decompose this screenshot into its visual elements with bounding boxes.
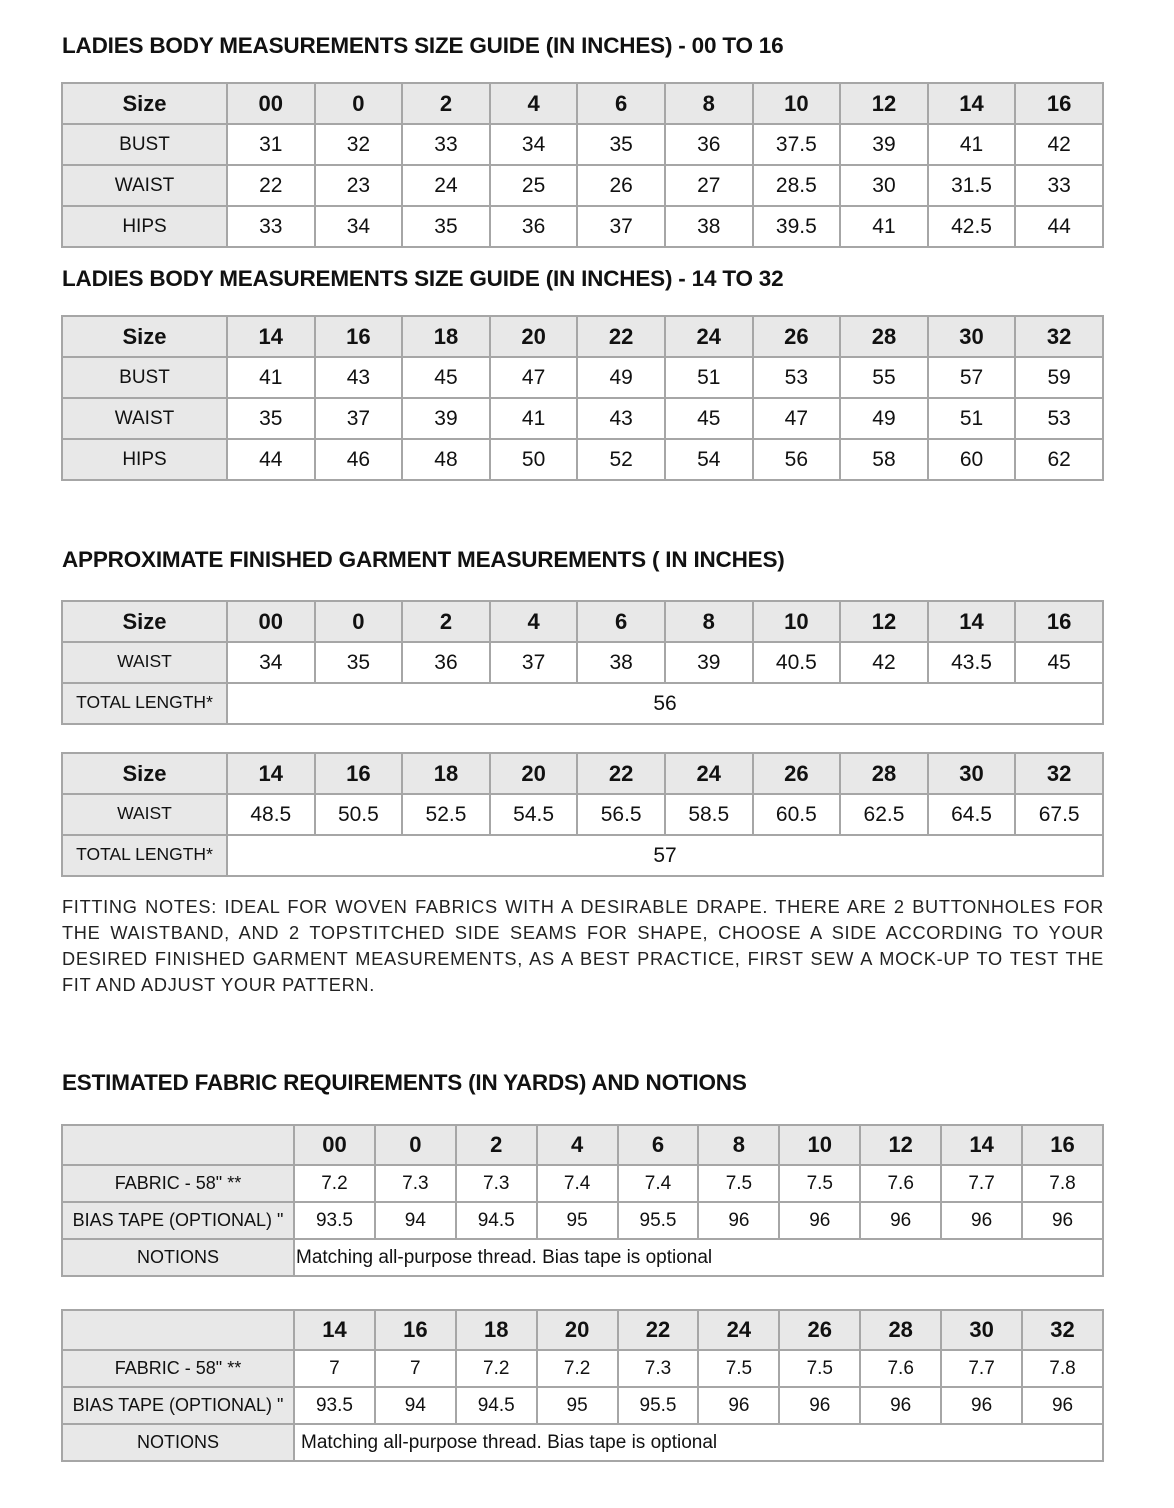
value-cell: 37 [577,206,665,247]
value-cell: 36 [490,206,578,247]
value-cell: 7.2 [456,1350,537,1387]
size-header-cell: 10 [753,601,841,642]
size-header-cell: 20 [490,753,578,794]
value-cell: 41 [840,206,928,247]
value-cell: 42 [1015,124,1103,165]
waist-row [62,642,1103,683]
size-header-label [62,1125,294,1165]
value-cell: 43 [315,357,403,398]
size-header-cell: 4 [490,601,578,642]
value-cell: 54 [665,439,753,480]
value-cell: 35 [227,398,315,439]
size-header-cell: 18 [456,1310,537,1350]
value-cell: 52.5 [402,794,490,835]
value-cell: 35 [402,206,490,247]
value-cell: 40.5 [753,642,841,683]
value-cell: 53 [1015,398,1103,439]
size-header-cell: 6 [618,1125,699,1165]
value-cell: 28.5 [753,165,841,206]
size-header-cell: 16 [1022,1125,1103,1165]
size-header-cell: 28 [840,316,928,357]
value-cell: 24 [402,165,490,206]
size-header-cell: 18 [402,316,490,357]
value-cell: 7.7 [941,1165,1022,1202]
size-header-cell: 0 [315,601,403,642]
value-cell: 7.3 [456,1165,537,1202]
row-label: BIAS TAPE (OPTIONAL) " [62,1387,294,1424]
value-cell: 41 [490,398,578,439]
notions-row [62,1239,1103,1276]
size-header-cell: 26 [753,316,841,357]
row-label: BIAS TAPE (OPTIONAL) " [62,1202,294,1239]
value-cell: 96 [779,1202,860,1239]
size-header-cell: 30 [928,316,1016,357]
value-cell: 32 [315,124,403,165]
value-cell: 44 [1015,206,1103,247]
row-label: HIPS [62,439,227,480]
value-cell: 62.5 [840,794,928,835]
size-header-cell: 0 [315,83,403,124]
header-row [62,753,1103,794]
garment-measurements-title: APPROXIMATE FINISHED GARMENT MEASUREMENTS ( IN INCHES) [62,547,785,572]
value-cell: 47 [490,357,578,398]
row-label: FABRIC - 58" ** [62,1165,294,1202]
size-header-cell: 14 [928,601,1016,642]
row-label: TOTAL LENGTH* [62,683,227,724]
row-label: NOTIONS [62,1239,294,1276]
value-cell: 36 [402,642,490,683]
size-header-cell: 8 [698,1125,779,1165]
value-cell: 37.5 [753,124,841,165]
bias-tape-row [62,1387,1103,1424]
header-row [62,601,1103,642]
size-header-cell: 6 [577,83,665,124]
value-cell: 48 [402,439,490,480]
value-cell: 7.8 [1022,1350,1103,1387]
fabric-row [62,1350,1103,1387]
row-label: BUST [62,124,227,165]
value-cell: 25 [490,165,578,206]
value-cell: 59 [1015,357,1103,398]
value-cell: 39 [840,124,928,165]
value-cell: 27 [665,165,753,206]
value-cell: 51 [928,398,1016,439]
value-cell: 7.8 [1022,1165,1103,1202]
value-cell: 7.3 [375,1165,456,1202]
value-cell: 93.5 [294,1202,375,1239]
value-cell: 42.5 [928,206,1016,247]
size-header-cell: 12 [840,601,928,642]
row-label: NOTIONS [62,1424,294,1461]
value-cell: 54.5 [490,794,578,835]
value-cell: 31 [227,124,315,165]
value-cell: 56 [753,439,841,480]
size-header-label [62,1310,294,1350]
row-label: BUST [62,357,227,398]
value-cell: 96 [1022,1202,1103,1239]
value-cell: 26 [577,165,665,206]
header-row [62,316,1103,357]
row-label: FABRIC - 58" ** [62,1350,294,1387]
size-header-cell: 10 [779,1125,860,1165]
value-cell: 43 [577,398,665,439]
value-cell: 57 [928,357,1016,398]
row-label: HIPS [62,206,227,247]
value-cell: 94.5 [456,1387,537,1424]
size-header-cell: 8 [665,601,753,642]
value-cell: 41 [227,357,315,398]
row-label: WAIST [62,794,227,835]
measurement-row [62,398,1103,439]
fabric-row [62,1165,1103,1202]
size-header-cell: 16 [1015,83,1103,124]
size-header-cell: 14 [941,1125,1022,1165]
value-cell: 96 [941,1202,1022,1239]
value-cell: 56.5 [577,794,665,835]
size-header-cell: 30 [941,1310,1022,1350]
garment-table-00-16 [61,600,1104,725]
size-header-cell: 22 [577,753,665,794]
value-cell: 7.3 [618,1350,699,1387]
value-cell: 36 [665,124,753,165]
value-cell: 7 [294,1350,375,1387]
value-cell: 38 [665,206,753,247]
size-header-cell: 2 [402,601,490,642]
value-cell: 96 [779,1387,860,1424]
value-cell: 93.5 [294,1387,375,1424]
value-cell: 42 [840,642,928,683]
size-header-label: Size [62,601,227,642]
size-header-cell: 30 [928,753,1016,794]
size-header-cell: 24 [665,316,753,357]
measurement-row [62,165,1103,206]
size-header-label: Size [62,83,227,124]
size-header-cell: 32 [1022,1310,1103,1350]
measurement-row [62,124,1103,165]
value-cell: 48.5 [227,794,315,835]
value-cell: 94 [375,1202,456,1239]
value-cell: 45 [402,357,490,398]
size-header-cell: 32 [1015,753,1103,794]
value-cell: 7.7 [941,1350,1022,1387]
size-header-cell: 14 [227,316,315,357]
size-header-cell: 14 [227,753,315,794]
notions-value: Matching all-purpose thread. Bias tape is optional [294,1239,1103,1276]
size-header-cell: 16 [1015,601,1103,642]
notions-row [62,1424,1103,1461]
value-cell: 96 [1022,1387,1103,1424]
value-cell: 7.6 [860,1350,941,1387]
value-cell: 7.5 [779,1350,860,1387]
value-cell: 94 [375,1387,456,1424]
header-row [62,1310,1103,1350]
value-cell: 47 [753,398,841,439]
value-cell: 94.5 [456,1202,537,1239]
row-label: WAIST [62,642,227,683]
value-cell: 95.5 [618,1387,699,1424]
size-header-cell: 18 [402,753,490,794]
value-cell: 95 [537,1387,618,1424]
header-row [62,83,1103,124]
value-cell: 34 [315,206,403,247]
value-cell: 35 [577,124,665,165]
value-cell: 96 [860,1202,941,1239]
waist-row [62,794,1103,835]
size-header-cell: 4 [490,83,578,124]
value-cell: 34 [490,124,578,165]
value-cell: 96 [698,1387,779,1424]
value-cell: 95 [537,1202,618,1239]
body-size-table-00-16 [61,82,1104,248]
value-cell: 33 [402,124,490,165]
value-cell: 50 [490,439,578,480]
value-cell: 96 [941,1387,1022,1424]
value-cell: 33 [1015,165,1103,206]
row-label: WAIST [62,398,227,439]
size-header-cell: 00 [227,601,315,642]
body-size-table-14-32 [61,315,1104,481]
value-cell: 96 [698,1202,779,1239]
value-cell: 23 [315,165,403,206]
size-header-cell: 00 [227,83,315,124]
value-cell: 67.5 [1015,794,1103,835]
size-header-cell: 32 [1015,316,1103,357]
value-cell: 30 [840,165,928,206]
size-header-cell: 16 [315,753,403,794]
size-header-cell: 12 [860,1125,941,1165]
size-header-cell: 14 [294,1310,375,1350]
value-cell: 34 [227,642,315,683]
size-header-cell: 8 [665,83,753,124]
value-cell: 62 [1015,439,1103,480]
garment-table-14-32 [61,752,1104,877]
size-header-label: Size [62,316,227,357]
value-cell: 7.5 [698,1165,779,1202]
value-cell: 22 [227,165,315,206]
value-cell: 43.5 [928,642,1016,683]
value-cell: 45 [1015,642,1103,683]
value-cell: 7.5 [698,1350,779,1387]
value-cell: 60 [928,439,1016,480]
value-cell: 53 [753,357,841,398]
size-header-cell: 22 [618,1310,699,1350]
notions-value: Matching all-purpose thread. Bias tape is optional [294,1424,1103,1461]
value-cell: 52 [577,439,665,480]
fabric-requirements-title: ESTIMATED FABRIC REQUIREMENTS (IN YARDS) AND NOTIONS [62,1070,747,1095]
size-header-label: Size [62,753,227,794]
value-cell: 49 [840,398,928,439]
fitting-notes: FITTING NOTES: IDEAL FOR WOVEN FABRICS WITH A DESIRABLE DRAPE. THERE ARE 2 BUTTONHOLES FOR THE WAISTBAND, AND 2 TOPSTITCHED SIDE SEAMS FOR SHAPE, CHOOSE A SIDE ACCORDING TO YOUR DESIRED FINISHED GARMENT MEASUREMENTS, AS A BEST PRACTICE, FIRST SEW A MOCK-UP TO TEST THE FIT AND ADJUST YOUR PATTERN. [62,897,1104,995]
size-header-cell: 28 [840,753,928,794]
value-cell: 39.5 [753,206,841,247]
size-header-cell: 10 [753,83,841,124]
fabric-table-00-16 [61,1124,1104,1277]
size-header-cell: 6 [577,601,665,642]
value-cell: 7.5 [779,1165,860,1202]
size-header-cell: 20 [490,316,578,357]
value-cell: 39 [402,398,490,439]
size-header-cell: 12 [840,83,928,124]
value-cell: 7.4 [537,1165,618,1202]
size-header-cell: 14 [928,83,1016,124]
size-header-cell: 2 [456,1125,537,1165]
size-header-cell: 16 [375,1310,456,1350]
size-header-cell: 24 [698,1310,779,1350]
measurement-row [62,357,1103,398]
value-cell: 33 [227,206,315,247]
bias-tape-row [62,1202,1103,1239]
row-label: TOTAL LENGTH* [62,835,227,876]
value-cell: 51 [665,357,753,398]
value-cell: 41 [928,124,1016,165]
body-size-guide-title-00-16: LADIES BODY MEASUREMENTS SIZE GUIDE (IN INCHES) - 00 TO 16 [62,33,784,58]
size-header-cell: 16 [315,316,403,357]
size-header-cell: 00 [294,1125,375,1165]
size-header-cell: 22 [577,316,665,357]
value-cell: 64.5 [928,794,1016,835]
size-header-cell: 2 [402,83,490,124]
size-header-cell: 28 [860,1310,941,1350]
value-cell: 95.5 [618,1202,699,1239]
value-cell: 58 [840,439,928,480]
value-cell: 60.5 [753,794,841,835]
value-cell: 7.6 [860,1165,941,1202]
value-cell: 44 [227,439,315,480]
value-cell: 38 [577,642,665,683]
measurement-row [62,206,1103,247]
value-cell: 7.2 [537,1350,618,1387]
size-header-cell: 26 [753,753,841,794]
value-cell: 37 [315,398,403,439]
size-header-cell: 20 [537,1310,618,1350]
value-cell: 37 [490,642,578,683]
value-cell: 7 [375,1350,456,1387]
size-header-cell: 4 [537,1125,618,1165]
value-cell: 45 [665,398,753,439]
value-cell: 35 [315,642,403,683]
value-cell: 58.5 [665,794,753,835]
size-header-cell: 26 [779,1310,860,1350]
total-length-value: 57 [227,835,1103,876]
value-cell: 49 [577,357,665,398]
value-cell: 46 [315,439,403,480]
fabric-table-14-32 [61,1309,1104,1462]
value-cell: 39 [665,642,753,683]
size-header-cell: 0 [375,1125,456,1165]
total-length-row [62,835,1103,876]
measurement-row [62,439,1103,480]
total-length-row [62,683,1103,724]
row-label: WAIST [62,165,227,206]
size-header-cell: 24 [665,753,753,794]
value-cell: 31.5 [928,165,1016,206]
value-cell: 7.2 [294,1165,375,1202]
body-size-guide-title-14-32: LADIES BODY MEASUREMENTS SIZE GUIDE (IN INCHES) - 14 TO 32 [62,266,784,291]
value-cell: 50.5 [315,794,403,835]
total-length-value: 56 [227,683,1103,724]
header-row [62,1125,1103,1165]
value-cell: 96 [860,1387,941,1424]
value-cell: 55 [840,357,928,398]
value-cell: 7.4 [618,1165,699,1202]
